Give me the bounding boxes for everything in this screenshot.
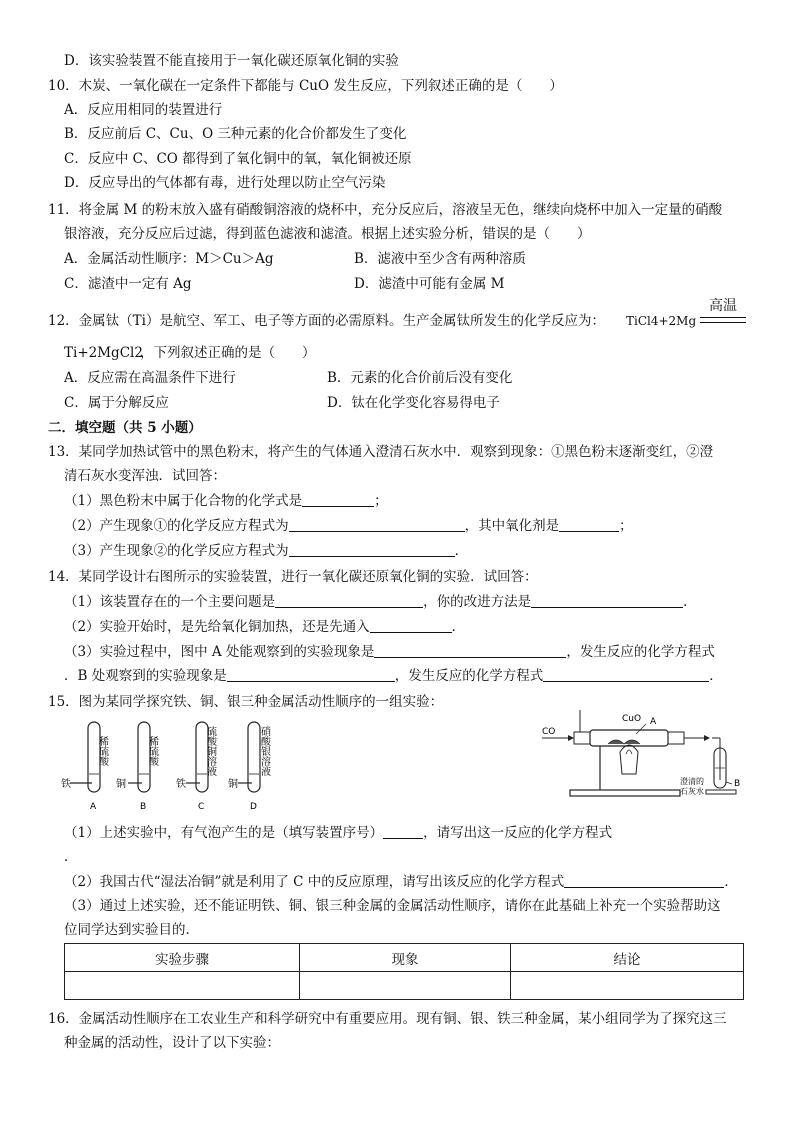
- q14-part1: （1）该装置存在的一个主要问题是 ，你的改进方法是 ．: [64, 594, 697, 610]
- q14-blank-5[interactable]: [227, 667, 395, 682]
- q13-part2: （2）产生现象①的化学反应方程式为 ，其中氧化剂是 ；: [64, 518, 633, 534]
- q10-option-d: D．反应导出的气体都有毒，进行处理以防止空气污染: [64, 175, 386, 191]
- tube-a-solution: 稀硫酸: [96, 736, 108, 766]
- tube-a-metal: 铁: [61, 779, 71, 790]
- test-tubes-figure: [58, 718, 298, 814]
- q15-part1-end: ．: [64, 849, 78, 865]
- q11-option-b: B．滤液中至少含有两种溶质: [354, 251, 526, 267]
- header-phenomenon: 现象: [300, 944, 511, 972]
- tube-d-id: D: [250, 802, 257, 812]
- q15-stem: 15．图为某同学探究铁、铜、银三种金属活动性顺序的一组实验：: [48, 694, 444, 710]
- q12-equation-left: TiCl4+2Mg: [626, 314, 697, 328]
- q11-stem-line2: 银溶液，充分反应后过滤，得到蓝色滤液和滤渣。根据上述实验分析，错误的是（ ）: [64, 226, 591, 242]
- q10-option-a: A．反应用相同的装置进行: [64, 102, 223, 118]
- test-tube-a: [61, 722, 109, 812]
- q12-option-d: D．钛在化学变化容易得电子: [327, 395, 500, 411]
- q12-stem-end: ，下列叙述正确的是（ ）: [140, 345, 316, 361]
- header-steps: 实验步骤: [65, 944, 300, 972]
- co-reduction-apparatus: [540, 704, 752, 802]
- q11-stem-line1: 11．将金属 M 的粉末放入盛有硝酸铜溶液的烧杯中，充分反应后，溶液呈无色，继续向烧杯中加入一定量的硝酸: [48, 202, 723, 218]
- label-a: A: [650, 717, 657, 727]
- tube-a-id: A: [90, 802, 97, 812]
- q15-part1: （1）上述实验中，有气泡产生的是（填写装置序号） ，请写出这一反应的化学方程式: [64, 825, 613, 841]
- q12-option-c: C．属于分解反应: [64, 395, 169, 411]
- q11-option-a: A．金属活动性顺序：M＞Cu＞Ag: [64, 251, 274, 267]
- section-2-heading: 二．填空题（共 5 小题）: [48, 420, 202, 436]
- q10-stem: 10．木炭、一氧化碳在一定条件下都能与 CuO 发生反应，下列叙述正确的是（ ）: [48, 78, 563, 94]
- q10-option-c: C．反应中 C、CO 都得到了氧化铜中的氧，氧化铜被还原: [64, 151, 412, 167]
- q10-option-b: B．反应前后 C、Cu、O 三种元素的化合价都发生了变化: [64, 126, 407, 142]
- q15-part3-line2: 位同学达到实验目的．: [64, 922, 199, 938]
- q11-option-d: D．滤渣中可能有金属 M: [354, 276, 505, 292]
- q12-option-b: B．元素的化合价前后没有变化: [327, 370, 513, 386]
- q12-equation-right: Ti+2MgCl2: [64, 345, 143, 361]
- q13-blank-4[interactable]: [289, 542, 455, 557]
- tube-b-id: B: [140, 802, 147, 812]
- tube-c-metal: 铁: [176, 779, 186, 790]
- q14-part3: （3）实验过程中，图中 A 处能观察到的实验现象是 ，发生反应的化学方程式: [64, 644, 715, 660]
- q13-part1: （1）黑色粉末中属于化合物的化学式是 ；: [64, 493, 388, 509]
- q14-part4: ．B 处观察到的实验现象是 ，发生反应的化学方程式 ．: [64, 668, 723, 684]
- q13-blank-1[interactable]: [302, 492, 374, 507]
- q14-stem: 14．某同学设计右图所示的实验装置，进行一氧化碳还原氧化铜的实验．试回答：: [48, 569, 538, 585]
- limewater-label-2: 石灰水: [680, 787, 704, 796]
- test-tube-d: [228, 722, 271, 812]
- answer-table: [64, 943, 744, 1000]
- tube-c-solution: 硫酸铜溶液: [204, 726, 216, 776]
- q14-part2: （2）实验开始时，是先给氧化铜加热，还是先通入 ．: [64, 619, 466, 635]
- q13-blank-2[interactable]: [289, 517, 465, 532]
- q13-blank-3[interactable]: [559, 517, 619, 532]
- tube-c-id: C: [198, 802, 205, 812]
- header-conclusion: 结论: [511, 944, 744, 972]
- cuo-label: CuO: [622, 714, 642, 724]
- tube-b-metal: 铜: [116, 779, 126, 790]
- q15-part2: （2）我国古代“湿法冶铜”就是利用了 C 中的反应原理，请写出该反应的化学方程式 ．: [64, 874, 738, 890]
- q16-stem-line2: 种金属的活动性，设计了以下实验：: [64, 1035, 280, 1051]
- q14-blank-2[interactable]: [531, 593, 683, 608]
- q12-stem: 12．金属钛（Ti）是航空、军工、电子等方面的必需原料。生产金属钛所发生的化学反应为：: [48, 313, 605, 329]
- cell-steps[interactable]: [65, 972, 300, 1000]
- answer-table-row: [65, 972, 744, 1000]
- q15-blank-1[interactable]: [383, 824, 423, 839]
- label-b: B: [734, 779, 741, 789]
- q14-blank-3[interactable]: [370, 618, 452, 633]
- co-inlet-label: CO: [542, 727, 556, 737]
- q16-stem-line1: 16．金属活动性顺序在工农业生产和科学研究中有重要应用。现有铜、银、铁三种金属，某小组同学为了探究这三: [48, 1011, 727, 1027]
- test-tube-c: [176, 722, 217, 812]
- q12-condition: 高温: [709, 298, 737, 314]
- q13-stem-line1: 13．某同学加热试管中的黑色粉末，将产生的气体通入澄清石灰水中．观察到现象：①黑色粉末逐渐变红，②澄: [48, 444, 714, 460]
- q14-blank-4[interactable]: [374, 643, 566, 658]
- q13-stem-line2: 清石灰水变浑浊．试回答：: [64, 468, 226, 484]
- test-tube-b: [116, 722, 159, 812]
- tube-b-solution: 稀硫酸: [146, 736, 158, 766]
- limewater-label-1: 澄清的: [680, 777, 704, 786]
- cell-conclusion[interactable]: [511, 972, 744, 1000]
- q9-option-d: D．该实验装置不能直接用于一氧化碳还原氧化铜的实验: [64, 53, 399, 69]
- q11-option-c: C．滤渣中一定有 Ag: [64, 276, 192, 292]
- q14-blank-1[interactable]: [275, 593, 423, 608]
- q12-equals-sign: [700, 317, 746, 323]
- q13-part3: （3）产生现象②的化学反应方程式为 ．: [64, 543, 469, 559]
- q12-option-a: A．反应需在高温条件下进行: [64, 370, 236, 386]
- tube-d-metal: 铜: [228, 779, 238, 790]
- q15-blank-2[interactable]: [564, 873, 724, 888]
- q15-part3-line1: （3）通过上述实验，还不能证明铁、铜、银三种金属的金属活动性顺序，请你在此基础上补充一个实验帮助这: [64, 898, 721, 914]
- tube-d-solution: 硝酸银溶液: [258, 726, 270, 776]
- q14-blank-6[interactable]: [543, 667, 709, 682]
- cell-phenomenon[interactable]: [300, 972, 511, 1000]
- answer-table-header: [65, 944, 744, 972]
